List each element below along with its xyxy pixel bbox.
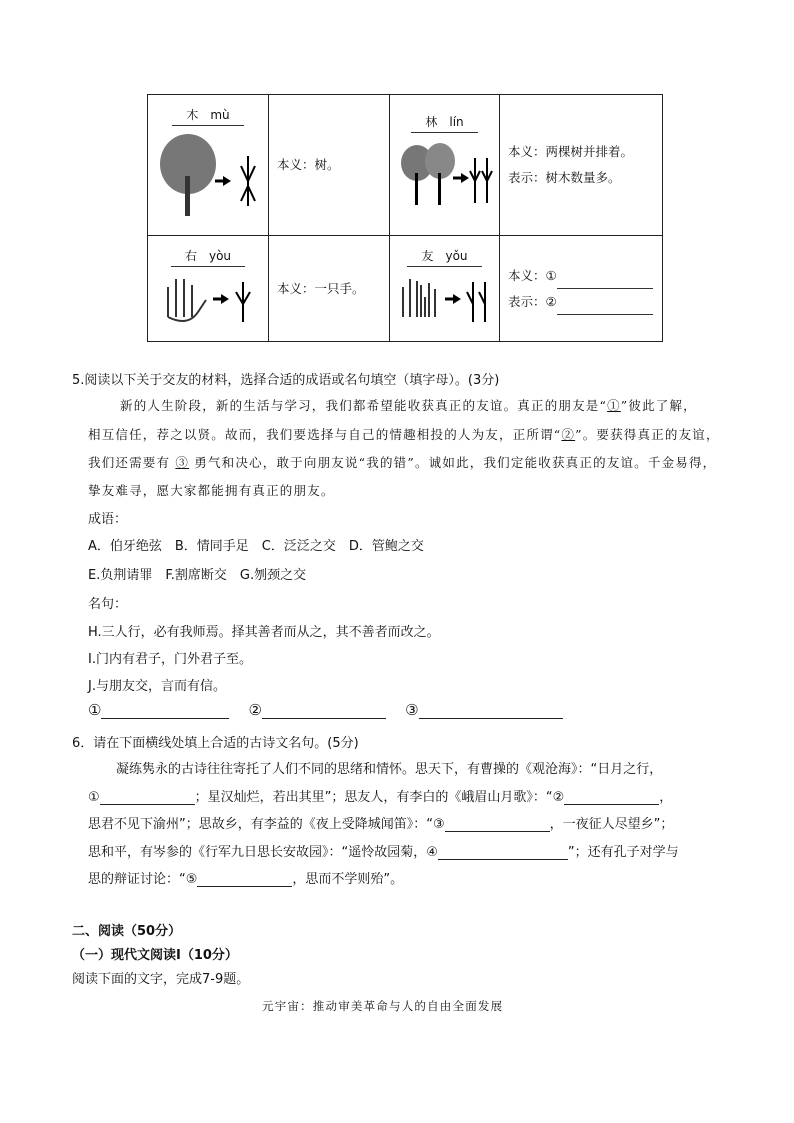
char-friend-meaning	[500, 236, 663, 342]
hand-illustration-icon	[158, 267, 258, 327]
meaning-line: 本义：一只手。	[277, 280, 365, 296]
answer-blank[interactable]	[100, 790, 195, 805]
trees-illustration-icon	[395, 133, 495, 213]
meaning-line: 本义：树。	[277, 157, 340, 172]
quote-option: J.与朋友交，言而有信。	[88, 679, 226, 694]
meaning-line: 表示：②	[508, 293, 557, 309]
char-label: 右 yòu	[171, 247, 245, 267]
q6-line: 思和平，有岑参的《行军九日思长安故园》：“遥怜故园菊，④ ”；还有孔子对学与	[88, 845, 679, 860]
article-title: 元宇宙：推动审美革命与人的自由全面发展	[262, 999, 504, 1013]
answer-blank[interactable]	[438, 845, 568, 860]
q6-line: 思君不见下渝州”；思故乡，有李益的《夜上受降城闻笛》：“③ ，一夜征人尽望乡”；	[88, 817, 674, 832]
char-lin-picture	[390, 95, 500, 236]
meaning-line: 表示：树木数量多。	[508, 170, 621, 185]
blank-1: ①	[607, 398, 621, 413]
char-you-meaning	[269, 236, 390, 342]
q6-line: ① ；星汉灿烂，若出其里”；思友人，有李白的《峨眉山月歌》：“② ，	[88, 790, 673, 805]
quote-option: H.三人行，必有我师焉。择其善者而从之，其不善者而改之。	[88, 625, 440, 640]
q5-para-line: 我们还需要有 ③ 勇气和决心，敢于向朋友说“我的错”。诚如此，我们定能收获真正的友谊。千金易得，	[88, 455, 717, 470]
q5-title: 5.阅读以下关于交友的材料，选择合适的成语或名句填空（填字母）。(3分)	[72, 373, 500, 388]
char-mu-picture	[148, 95, 269, 236]
character-table	[147, 94, 663, 342]
char-mu-meaning	[269, 95, 390, 236]
idioms-options: E.负荆请罪 F.割席断交 G.刎颈之交	[88, 568, 307, 583]
q5-para-line: 挚友难寻，愿大家都能拥有真正的朋友。	[88, 483, 335, 498]
q5-answer-row: ① ② ③	[88, 701, 563, 719]
answer-blank[interactable]	[564, 790, 659, 805]
meaning-line: 本义：两棵树并排着。	[508, 144, 634, 159]
char-label: 友 yǒu	[407, 247, 481, 267]
q6-line: 思的辩证讨论：“⑤ ，思而不学则殆”。	[88, 872, 404, 887]
q5-para-line: 新的人生阶段，新的生活与学习，我们都希望能收获真正的友谊。真正的朋友是“①”彼此了解，	[120, 398, 697, 413]
tree-illustration-icon	[153, 126, 263, 221]
idioms-options: A．伯牙绝弦 B．情同手足 C．泛泛之交 D．管鲍之交	[88, 539, 424, 554]
char-you-picture	[148, 236, 269, 342]
instructions: 阅读下面的文字，完成7-9题。	[72, 972, 250, 987]
blank-2: ②	[561, 427, 576, 442]
answer-blank[interactable]	[557, 274, 653, 289]
answer-blank[interactable]	[101, 704, 229, 719]
quote-option: I.门内有君子，门外君子至。	[88, 652, 252, 667]
hands-illustration-icon	[395, 267, 495, 327]
quotes-label: 名句：	[88, 597, 128, 612]
answer-blank[interactable]	[419, 704, 563, 719]
blank-3: ③	[175, 455, 190, 470]
answer-blank[interactable]	[197, 872, 292, 887]
meaning-line: 本义：①	[508, 267, 557, 283]
char-label: 林 lín	[411, 113, 477, 133]
answer-blank[interactable]	[445, 817, 550, 832]
idioms-label: 成语：	[88, 512, 128, 527]
answer-blank[interactable]	[262, 704, 386, 719]
char-friend-picture	[390, 236, 500, 342]
q6-title: 6．请在下面横线处填上合适的古诗文名句。(5分)	[72, 736, 359, 751]
q6-line: 凝练隽永的古诗往往寄托了人们不同的思绪和情怀。思天下，有曹操的《观沧海》：“日月之行，	[116, 762, 663, 777]
section-title: 二、阅读（50分）	[72, 924, 182, 939]
char-lin-meaning	[500, 95, 663, 236]
char-label: 木 mù	[172, 106, 243, 126]
answer-blank[interactable]	[557, 300, 653, 315]
subsection-title: （一）现代文阅读Ⅰ（10分）	[72, 948, 238, 963]
q5-para-line: 相互信任，荐之以贤。故而，我们要选择与自己的情趣相投的人为友，正所谓“②”。要获得真正的友谊，	[88, 427, 720, 442]
